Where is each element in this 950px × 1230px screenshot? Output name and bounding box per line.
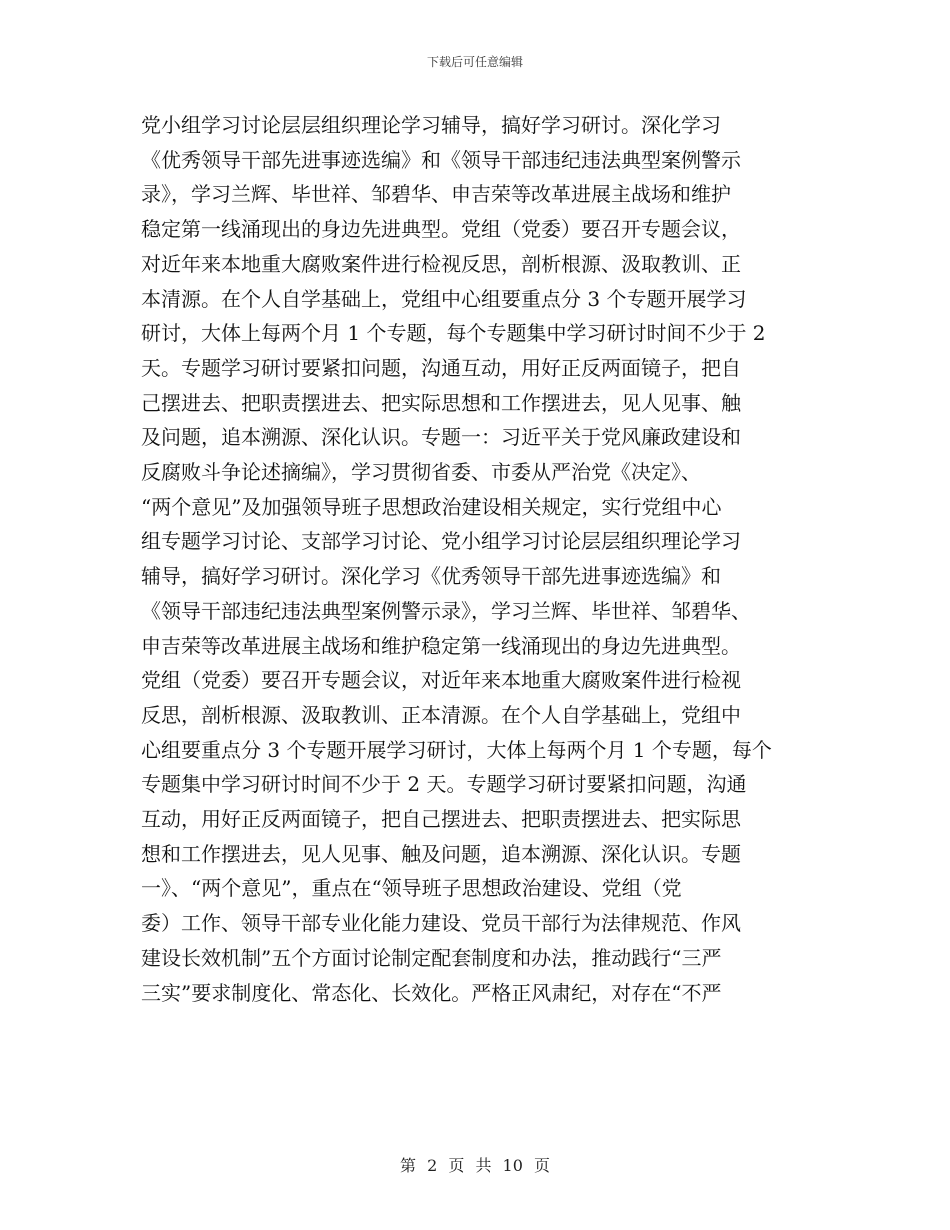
body-text-line: “两个意见”及加强领导班子思想政治建设相关规定，实行党组中心 <box>141 494 722 519</box>
body-text-line: 心组要重点分 3 个专题开展学习研讨，大体上每两个月 1 个专题，每个 <box>141 737 772 762</box>
body-text-line: 反思，剖析根源、汲取教训、正本清源。在个人自学基础上，党组中 <box>141 702 741 727</box>
body-text-line: 一》、“两个意见”，重点在“领导班子思想政治建设、党组（党 <box>141 876 682 901</box>
body-text-line: 建设长效机制”五个方面讨论制定配套制度和办法，推动践行“三严 <box>141 945 722 970</box>
body-text-line: 对近年来本地重大腐败案件进行检视反思，剖析根源、汲取教训、正 <box>141 251 741 276</box>
body-text-line: 稳定第一线涌现出的身边先进典型。党组（党委）要召开专题会议， <box>141 217 741 242</box>
body-text-line: 己摆进去、把职责摆进去、把实际思想和工作摆进去，见人见事、触 <box>141 390 741 415</box>
body-text-line: 《优秀领导干部先进事迹选编》和《领导干部违纪违法典型案例警示 <box>141 147 741 172</box>
body-text-line: 天。专题学习研讨要紧扣问题，沟通互动，用好正反两面镜子，把自 <box>141 355 741 380</box>
body-text-line: 及问题，追本溯源、深化认识。专题一：习近平关于党风廉政建设和 <box>141 425 741 450</box>
body-text-line: 申吉荣等改革进展主战场和维护稳定第一线涌现出的身边先进典型。 <box>141 633 741 658</box>
body-text-line: 想和工作摆进去，见人见事、触及问题，追本溯源、深化认识。专题 <box>141 841 741 866</box>
body-text-line: 三实”要求制度化、常态化、长效化。严格正风肃纪，对存在“不严 <box>141 980 722 1005</box>
body-text-line: 专题集中学习研讨时间不少于 2 天。专题学习研讨要紧扣问题，沟通 <box>141 772 747 797</box>
body-text-line: 组专题学习讨论、支部学习讨论、党小组学习讨论层层组织理论学习 <box>141 529 741 554</box>
body-text-line: 委）工作、领导干部专业化能力建设、党员干部行为法律规范、作风 <box>141 911 741 936</box>
body-text-line: 本清源。在个人自学基础上，党组中心组要重点分 3 个专题开展学习 <box>141 286 747 311</box>
body-text-line: 党小组学习讨论层层组织理论学习辅导，搞好学习研讨。深化学习 <box>141 113 721 137</box>
body-text-line: 研讨，大体上每两个月 1 个专题，每个专题集中学习研讨时间不少于 2 <box>141 321 766 346</box>
page-header-note: 下载后可任意编辑 <box>426 55 523 69</box>
body-text-line: 互动，用好正反两面镜子，把自己摆进去、把职责摆进去、把实际思 <box>141 807 741 831</box>
body-text-line: 反腐败斗争论述摘编》，学习贯彻省委、市委从严治党《决定》、 <box>141 460 701 484</box>
page-number-footer: 第 2 页 共 10 页 <box>400 1156 550 1175</box>
body-text-line: 党组（党委）要召开专题会议，对近年来本地重大腐败案件进行检视 <box>141 668 741 693</box>
body-text-line: 辅导，搞好学习研讨。深化学习《优秀领导干部先进事迹选编》和 <box>141 564 721 589</box>
body-text-line: 《领导干部违纪违法典型案例警示录》，学习兰辉、毕世祥、邹碧华、 <box>141 598 751 623</box>
body-text-line: 录》，学习兰辉、毕世祥、邹碧华、申吉荣等改革进展主战场和维护 <box>141 182 731 207</box>
